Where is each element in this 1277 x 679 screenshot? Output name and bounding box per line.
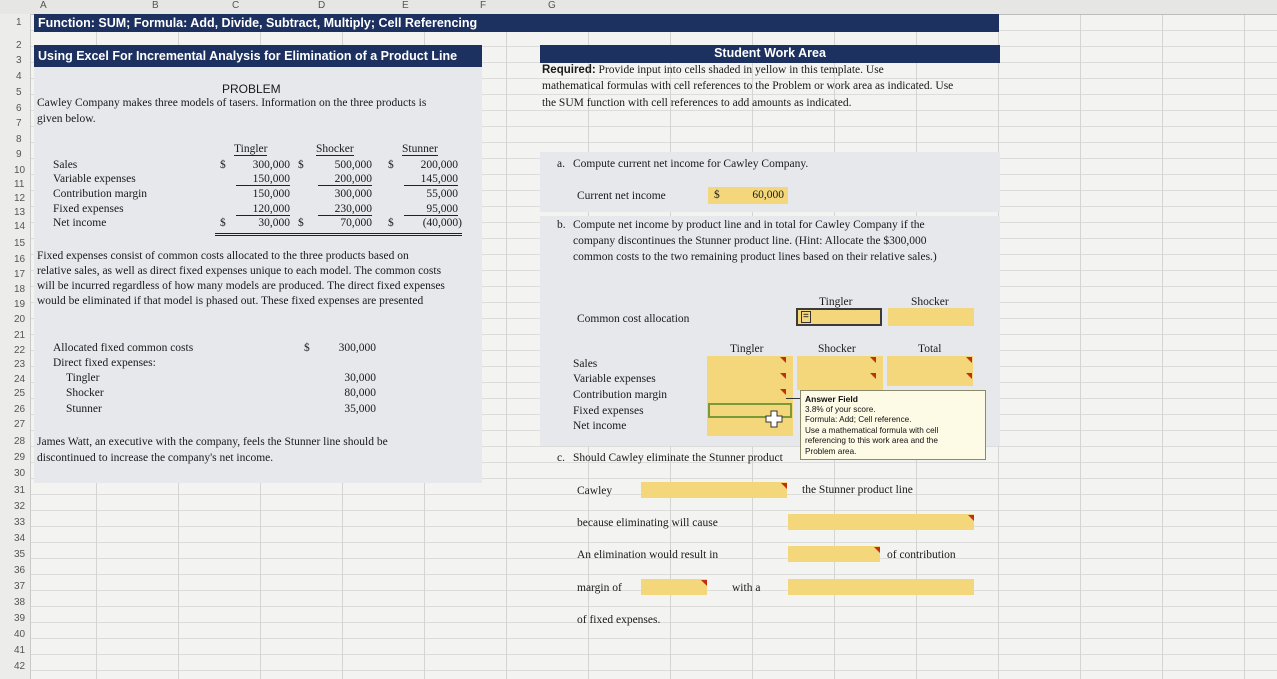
section-a-letter: a. — [557, 158, 565, 170]
cell-value[interactable]: (40,000) — [422, 217, 462, 229]
tooltip-line: Problem area. — [805, 446, 857, 456]
problem-intro-2: given below. — [37, 113, 96, 125]
with-a-text: with a — [732, 582, 761, 594]
margin-of-text: margin of — [577, 582, 622, 594]
answer-cell[interactable] — [788, 514, 974, 530]
requirement-line-2: mathematical formulas with cell references to the Problem or work area as indicated. Use — [542, 80, 954, 92]
section-c-letter: c. — [557, 452, 565, 464]
requirement-line-1 — [542, 64, 884, 76]
row-number[interactable]: 4 — [16, 71, 22, 82]
cell-value[interactable]: 150,000 — [236, 173, 290, 186]
fixed-expenses-text: of fixed expenses. — [577, 614, 661, 626]
comment-indicator — [781, 483, 787, 489]
row-number[interactable]: 22 — [14, 345, 26, 356]
column-header-bar — [0, 0, 1277, 15]
problem-intro: Cawley Company makes three models of tasers. Information on the three products is — [37, 97, 427, 109]
currency-sign: $ — [304, 342, 310, 354]
row-label-sales: Sales — [53, 159, 78, 171]
problem-paragraph-line: will be incurred regardless of how many models are produced. The direct fixed expenses — [37, 280, 445, 292]
problem-heading: PROBLEM — [222, 82, 281, 96]
section-c-text: Should Cawley eliminate the Stunner product — [573, 452, 783, 464]
common-cost-label: Common cost allocation — [577, 313, 690, 325]
direct-stunner-label: Stunner — [66, 403, 102, 415]
row-number[interactable]: 11 — [14, 179, 25, 190]
comment-indicator — [701, 580, 707, 586]
row-number[interactable]: 9 — [16, 149, 22, 160]
tooltip-line: Formula: Add; Cell reference. — [805, 415, 912, 425]
cell-value[interactable]: 70,000 — [340, 217, 372, 229]
current-net-income-cell[interactable] — [708, 187, 788, 204]
row-number[interactable]: 37 — [14, 581, 26, 592]
row-number[interactable]: 34 — [14, 533, 26, 544]
cell-value[interactable]: 300,000 — [334, 188, 372, 200]
row-number[interactable]: 15 — [14, 238, 26, 249]
sheet-subtitle: Using Excel For Incremental Analysis for Elimination of a Product Line — [38, 49, 458, 63]
row-number[interactable]: 38 — [14, 597, 26, 608]
work-area-title: Student Work Area — [714, 46, 826, 60]
row-number[interactable]: 12 — [14, 193, 26, 204]
tooltip-line: Use a mathematical formula with cell — [805, 425, 939, 435]
row-number[interactable]: 40 — [14, 629, 26, 640]
because-text: because eliminating will cause — [577, 517, 718, 529]
row-number[interactable]: 27 — [14, 419, 26, 430]
row-label-fixed: Fixed expenses — [53, 203, 124, 215]
answer-cell[interactable] — [641, 482, 787, 498]
direct-tingler-value[interactable]: 30,000 — [344, 372, 376, 384]
row-number[interactable]: 8 — [16, 134, 22, 145]
comment-indicator — [966, 357, 972, 363]
closing-line: James Watt, an executive with the company, feels the Stunner line should be — [37, 436, 388, 448]
direct-tingler-label: Tingler — [66, 372, 100, 384]
column-e-header[interactable]: E — [402, 0, 409, 11]
title-bar — [34, 14, 999, 32]
currency-sign: $ — [714, 189, 720, 201]
section-b-line: common costs to the two remaining product lines based on their relative sales.) — [573, 251, 937, 263]
currency-sign: $ — [298, 159, 304, 171]
comment-indicator — [870, 357, 876, 363]
row-number[interactable]: 14 — [14, 221, 26, 232]
row-label-fixed: Fixed expenses — [573, 405, 644, 417]
row-number[interactable]: 1 — [16, 17, 22, 28]
alloc-header-shocker: Shocker — [911, 296, 949, 308]
comment-indicator — [874, 547, 880, 553]
row-number[interactable]: 29 — [14, 452, 26, 463]
row-number[interactable]: 5 — [16, 87, 22, 98]
problem-paragraph-line: relative sales, as well as direct fixed expenses unique to each model. The common costs — [37, 265, 442, 277]
comment-indicator — [966, 373, 972, 379]
row-label-sales: Sales — [573, 358, 598, 370]
currency-sign: $ — [298, 217, 304, 229]
current-net-income-value: 60,000 — [752, 189, 784, 201]
row-number[interactable]: 18 — [14, 284, 26, 295]
common-cost-tingler-cell[interactable] — [796, 308, 882, 326]
required-label: Required: — [542, 64, 596, 76]
column-c-header[interactable]: C — [232, 0, 240, 11]
allocated-label: Allocated fixed common costs — [53, 342, 194, 354]
row-number[interactable]: 13 — [14, 207, 26, 218]
tooltip-line: referencing to this work area and the — [805, 436, 938, 446]
row-label-net-income: Net income — [573, 420, 627, 432]
column-f-header[interactable]: F — [480, 0, 487, 11]
currency-sign: $ — [220, 159, 226, 171]
answer-field-tooltip — [800, 390, 986, 460]
row-number[interactable]: 19 — [14, 299, 26, 310]
alloc-header-tingler: Tingler — [819, 296, 853, 308]
cell-value[interactable]: 145,000 — [404, 173, 458, 186]
subtitle-bar — [34, 45, 482, 67]
tooltip-pointer — [786, 398, 800, 399]
answer-cell[interactable] — [788, 579, 974, 595]
row-header-bar — [0, 14, 31, 679]
column-a-header[interactable]: A — [40, 0, 47, 11]
column-d-header[interactable]: D — [318, 0, 326, 11]
row-number[interactable]: 26 — [14, 404, 26, 415]
section-b-letter: b. — [557, 219, 566, 231]
cell-value[interactable]: 300,000 — [252, 159, 290, 171]
comment-indicator — [968, 515, 974, 521]
comment-indicator — [780, 389, 786, 395]
cell-value[interactable]: 500,000 — [334, 159, 372, 171]
comment-indicator — [780, 373, 786, 379]
row-number[interactable]: 36 — [14, 565, 26, 576]
cell-value[interactable]: 120,000 — [236, 203, 290, 216]
row-number[interactable]: 25 — [14, 388, 26, 399]
sheet-title: Function: SUM; Formula: Add, Divide, Subtract, Multiply; Cell Referencing — [38, 16, 478, 30]
row-label-net-income: Net income — [53, 217, 107, 229]
currency-sign: $ — [388, 159, 394, 171]
currency-sign: $ — [220, 217, 226, 229]
formula-entry: = — [803, 311, 809, 322]
row-number[interactable]: 30 — [14, 468, 26, 479]
cell-value[interactable]: 230,000 — [318, 203, 372, 216]
comment-indicator — [780, 357, 786, 363]
row-number[interactable]: 24 — [14, 374, 26, 385]
direct-shocker-value[interactable]: 80,000 — [344, 387, 376, 399]
total-input-cells[interactable] — [887, 356, 973, 386]
col-stunner: Stunner — [402, 143, 438, 155]
row-number[interactable]: 21 — [14, 330, 26, 341]
column-b-header[interactable]: B — [152, 0, 159, 11]
allocated-value[interactable]: 300,000 — [338, 342, 376, 354]
cell-value[interactable]: 55,000 — [426, 188, 458, 200]
row-label-contribution: Contribution margin — [573, 389, 668, 401]
row-number[interactable]: 41 — [14, 645, 26, 656]
row-number[interactable]: 3 — [16, 55, 22, 66]
row-number[interactable]: 28 — [14, 436, 26, 447]
row-number[interactable]: 31 — [14, 485, 26, 496]
column-g-header[interactable]: G — [548, 0, 556, 11]
row-number[interactable]: 35 — [14, 549, 26, 560]
stunner-line-text: the Stunner product line — [802, 484, 913, 496]
row-number[interactable]: 32 — [14, 501, 26, 512]
col-shocker: Shocker — [316, 143, 354, 155]
closing-line-2: discontinued to increase the company's net income. — [37, 452, 274, 464]
problem-paragraph-line: would be eliminated if that model is phased out. These fixed expenses are presented — [37, 295, 424, 307]
requirement-text: Provide input into cells shaded in yellow in this template. Use — [595, 64, 884, 76]
row-number[interactable]: 23 — [14, 359, 26, 370]
direct-shocker-label: Shocker — [66, 387, 104, 399]
tooltip-line: 3.8% of your score. — [805, 404, 876, 414]
section-a-text: Compute current net income for Cawley Company. — [573, 158, 809, 170]
row-number[interactable]: 10 — [14, 165, 26, 176]
row-label-contribution: Contribution margin — [53, 188, 148, 200]
tooltip-title: Answer Field — [805, 394, 858, 404]
row-number[interactable]: 17 — [14, 269, 26, 280]
current-net-income-label: Current net income — [577, 190, 666, 202]
cell-value[interactable]: 95,000 — [404, 203, 458, 216]
common-cost-shocker-cell[interactable] — [888, 308, 974, 326]
direct-stunner-value[interactable]: 35,000 — [344, 403, 376, 415]
section-b-line: company discontinues the Stunner product line. (Hint: Allocate the $300,000 — [573, 235, 927, 247]
cawley-label: Cawley — [577, 485, 613, 497]
section-b-line: Compute net income by product line and in total for Cawley Company if the — [573, 219, 925, 231]
answer-cell[interactable] — [641, 579, 707, 595]
table-header-tingler: Tingler — [730, 343, 764, 355]
problem-paragraph-line: Fixed expenses consist of common costs allocated to the three products based on — [37, 250, 409, 262]
cell-value[interactable]: 200,000 — [318, 173, 372, 186]
row-number[interactable]: 39 — [14, 613, 26, 624]
work-area-bar — [540, 45, 1000, 63]
row-number[interactable]: 7 — [16, 118, 22, 129]
row-number[interactable]: 42 — [14, 661, 26, 672]
row-label-variable: Variable expenses — [53, 173, 136, 185]
row-label-variable: Variable expenses — [573, 373, 656, 385]
col-tingler: Tingler — [234, 143, 268, 155]
of-contribution-text: of contribution — [887, 549, 956, 561]
table-header-shocker: Shocker — [818, 343, 856, 355]
table-header-total: Total — [918, 343, 942, 355]
cell-value[interactable]: 30,000 — [258, 217, 290, 229]
row-number[interactable]: 2 — [16, 40, 22, 51]
row-number[interactable]: 16 — [14, 254, 26, 265]
row-number[interactable]: 33 — [14, 517, 26, 528]
cell-value[interactable]: 150,000 — [252, 188, 290, 200]
elimination-text: An elimination would result in — [577, 549, 719, 561]
answer-cell[interactable] — [788, 546, 880, 562]
currency-sign: $ — [388, 217, 394, 229]
requirement-line-3: the SUM function with cell references to add amounts as indicated. — [542, 97, 852, 109]
cell-cursor-icon — [765, 410, 783, 428]
row-number[interactable]: 6 — [16, 103, 22, 114]
row-number[interactable]: 20 — [14, 314, 26, 325]
direct-label: Direct fixed expenses: — [53, 357, 156, 369]
cell-value[interactable]: 200,000 — [420, 159, 458, 171]
comment-indicator — [870, 373, 876, 379]
